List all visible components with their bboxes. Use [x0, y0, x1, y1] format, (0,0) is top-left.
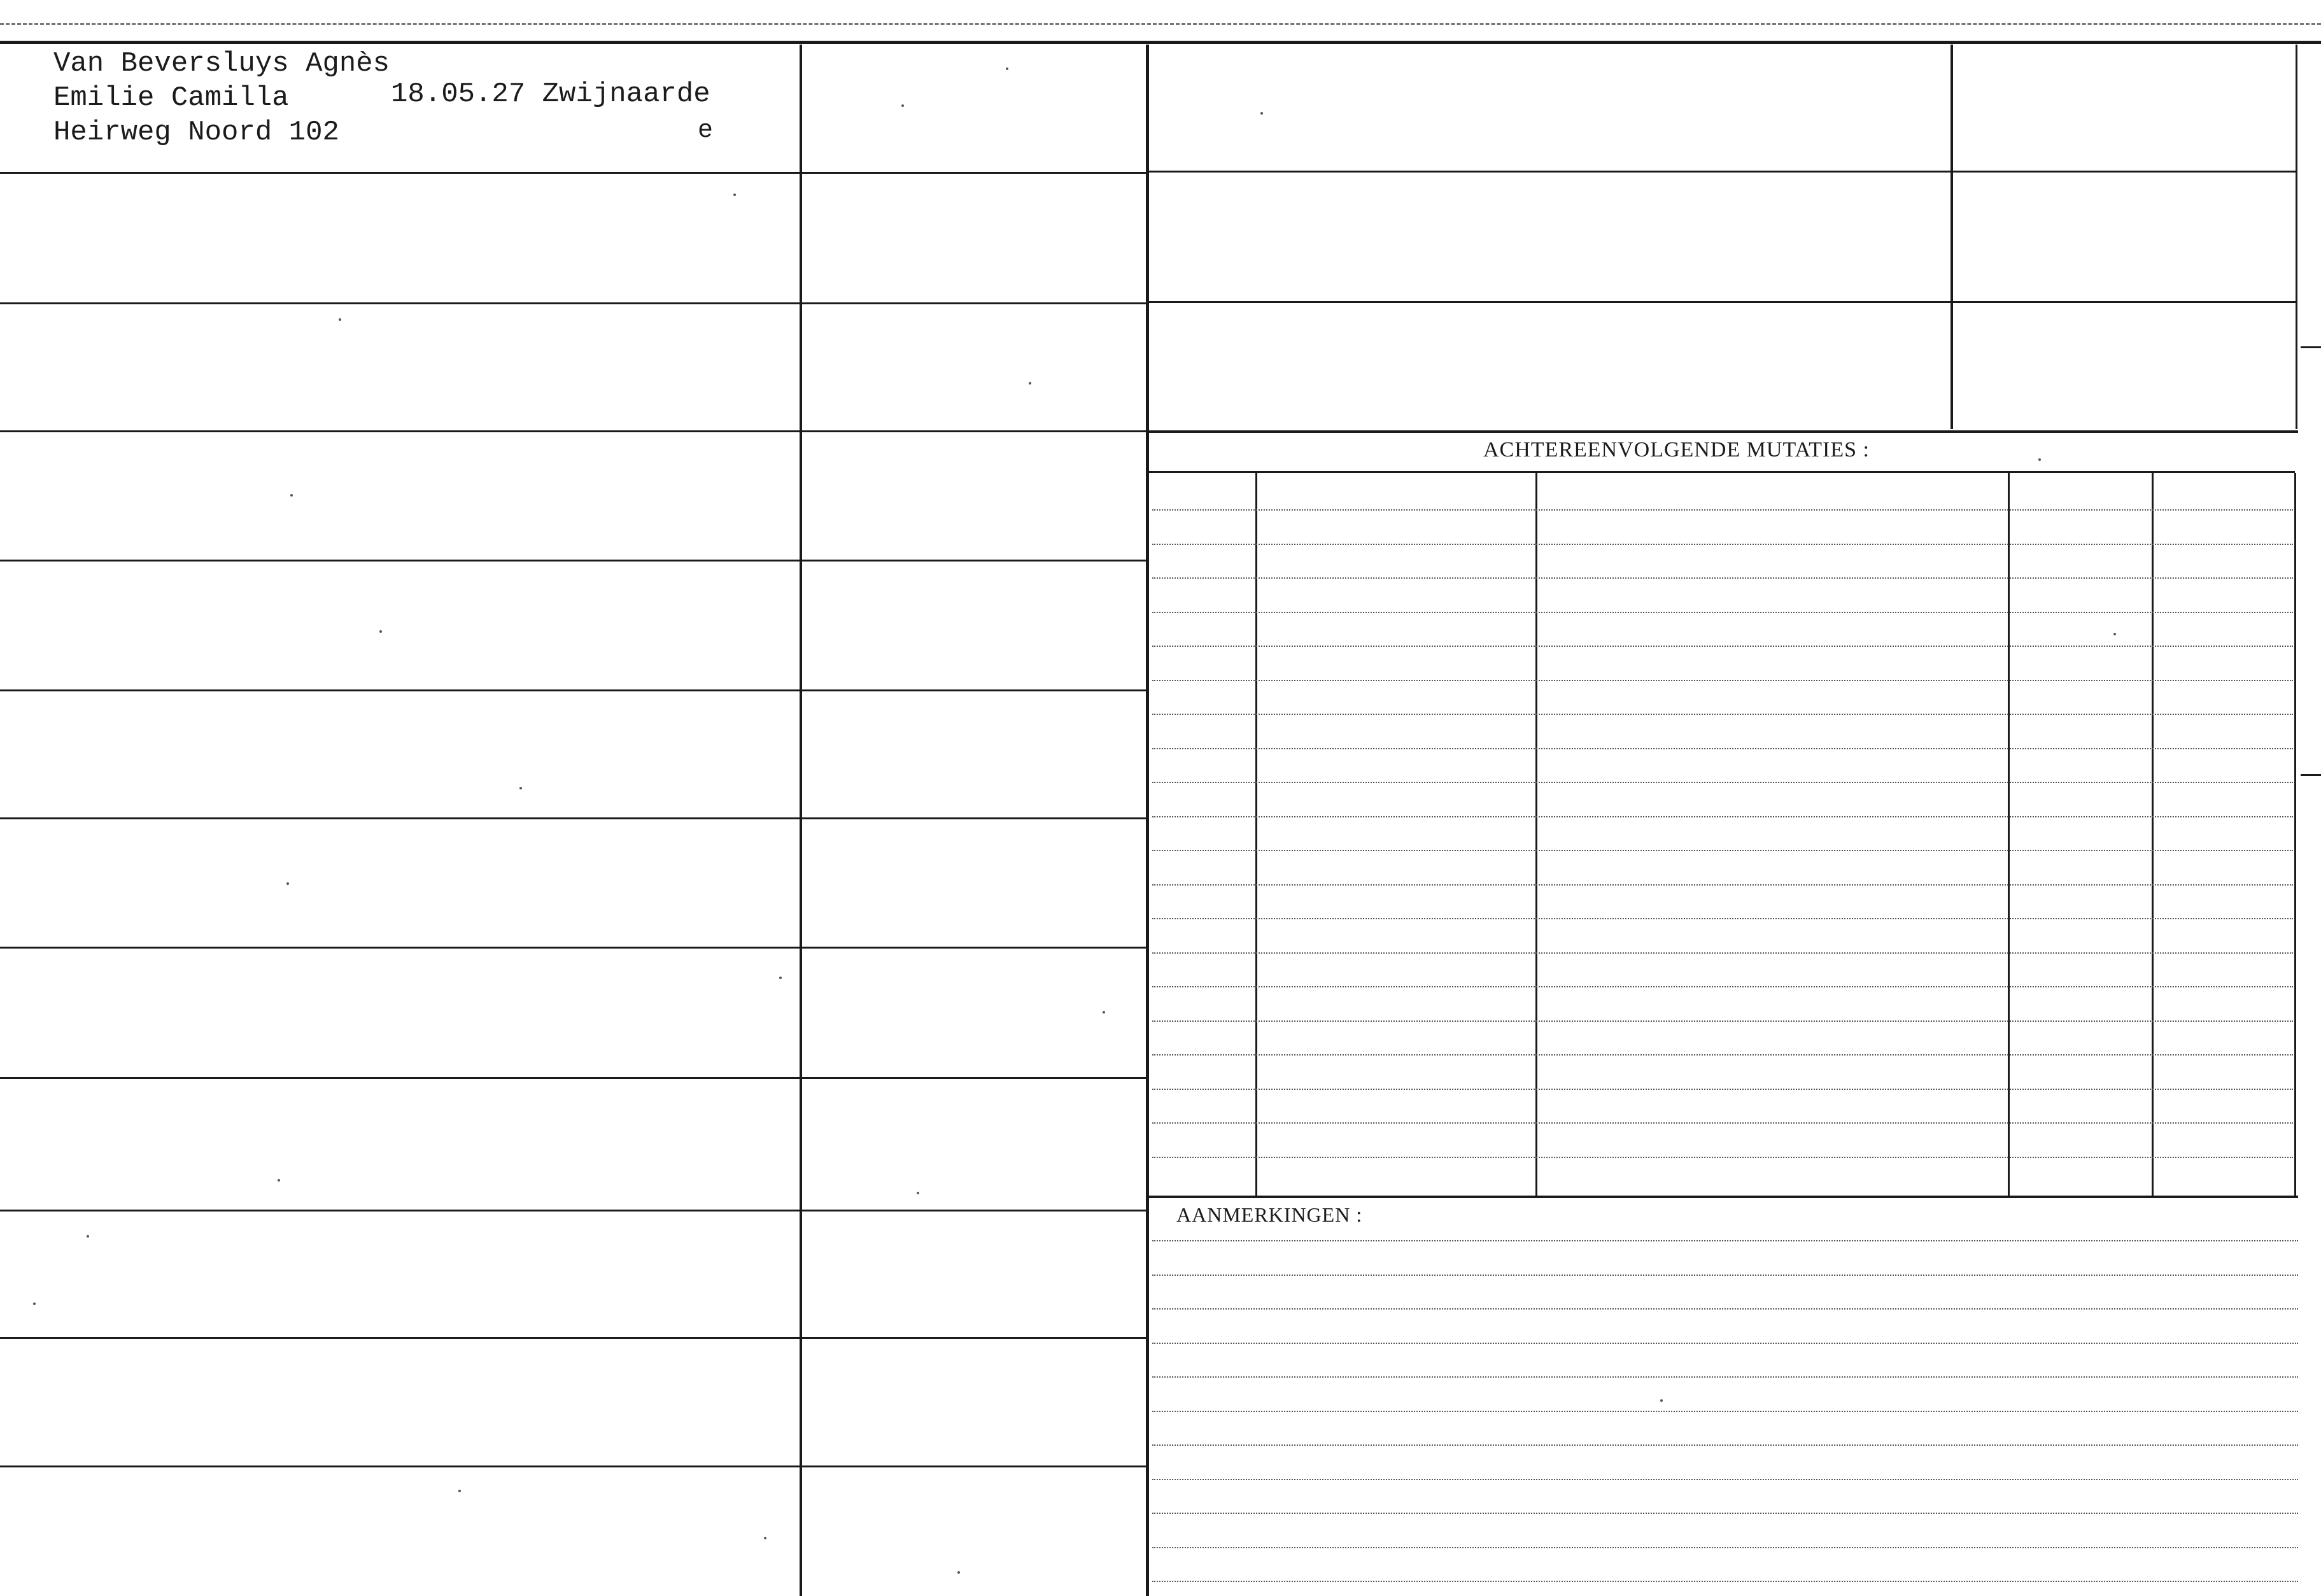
- mutations-col-divider-4: [2152, 473, 2154, 1196]
- left-row-line-4: [0, 560, 1146, 561]
- mutations-ruled-line: [1152, 782, 2293, 783]
- center-column-divider: [1146, 45, 1149, 1596]
- scan-speck: [1029, 382, 1031, 385]
- right-row-line-2: [1149, 301, 2296, 303]
- remarks-heading: AANMERKINGEN :: [1176, 1203, 1363, 1226]
- record-address: Heirweg Noord 102: [53, 117, 339, 148]
- scan-speck: [1660, 1399, 1663, 1402]
- mutations-ruled-line: [1152, 509, 2293, 511]
- scan-speck: [901, 104, 904, 107]
- mutations-ruled-line: [1152, 1020, 2293, 1022]
- scan-speck: [379, 630, 382, 633]
- scan-speck: [764, 1537, 766, 1539]
- card-top-edge-scan: [0, 23, 2321, 25]
- scan-speck: [458, 1490, 461, 1492]
- remarks-ruled-line: [1152, 1547, 2298, 1548]
- mutations-ruled-line: [1152, 1122, 2293, 1124]
- remarks-ruled-line: [1152, 1444, 2298, 1446]
- record-firstnames: Emilie Camilla: [53, 82, 289, 114]
- left-row-line-11: [0, 1465, 1146, 1467]
- left-row-line-3: [0, 430, 1146, 432]
- left-row-line-5: [0, 689, 1146, 691]
- record-address-tail: e: [698, 117, 714, 145]
- scan-speck: [87, 1235, 89, 1238]
- mutations-ruled-line: [1152, 612, 2293, 613]
- mutations-ruled-line: [1152, 714, 2293, 715]
- scan-speck: [1006, 67, 1008, 70]
- scan-speck: [1260, 112, 1263, 115]
- scan-speck: [957, 1571, 960, 1574]
- mutations-table-right: [2294, 473, 2296, 1196]
- left-row-line-8: [0, 1077, 1146, 1079]
- left-row-line-2: [0, 302, 1146, 304]
- mutations-ruled-line: [1152, 986, 2293, 987]
- scan-speck: [2038, 458, 2041, 461]
- card-top-border: [0, 41, 2321, 44]
- mutations-heading: ACHTEREENVOLGENDE MUTATIES :: [1483, 438, 1870, 462]
- left-row-line-7: [0, 947, 1146, 949]
- mutations-col-divider-1: [1255, 473, 1257, 1196]
- mutations-ruled-line: [1152, 1054, 2293, 1056]
- mutations-table-top: [1149, 471, 2295, 473]
- left-row-line-9: [0, 1210, 1146, 1211]
- scan-speck: [339, 318, 341, 321]
- right-row-line-3: [1149, 430, 2298, 433]
- remarks-ruled-line: [1152, 1308, 2298, 1310]
- record-birth-date-place: 18.05.27 Zwijnaarde: [391, 78, 710, 110]
- scan-speck: [2113, 633, 2116, 635]
- remarks-ruled-line: [1152, 1343, 2298, 1344]
- mutations-ruled-line: [1152, 1157, 2293, 1158]
- mutations-ruled-line: [1152, 918, 2293, 919]
- remarks-ruled-line: [1152, 1513, 2298, 1514]
- right-upper-divider: [1951, 45, 1953, 429]
- mutations-table-bottom: [1149, 1196, 2298, 1198]
- scan-speck: [290, 494, 293, 497]
- left-row-line-1: [0, 172, 1146, 174]
- right-row-line-1: [1149, 171, 2296, 173]
- edge-tick-lower: [2301, 774, 2321, 776]
- left-row-line-6: [0, 817, 1146, 819]
- mutations-ruled-line: [1152, 850, 2293, 851]
- remarks-ruled-line: [1152, 1275, 2298, 1276]
- remarks-ruled-line: [1152, 1581, 2298, 1582]
- scan-speck: [33, 1303, 36, 1305]
- mutations-ruled-line: [1152, 544, 2293, 545]
- scan-speck: [286, 882, 289, 885]
- mutations-col-divider-2: [1535, 473, 1537, 1196]
- scan-speck: [278, 1179, 280, 1182]
- mutations-ruled-line: [1152, 748, 2293, 749]
- right-outer-edge: [2296, 45, 2297, 429]
- scan-speck: [779, 977, 782, 979]
- mutations-col-divider-3: [2008, 473, 2010, 1196]
- left-row-line-10: [0, 1337, 1146, 1339]
- left-column-divider: [800, 45, 802, 1596]
- scan-speck: [1103, 1011, 1105, 1013]
- edge-tick-upper: [2301, 346, 2321, 348]
- scan-speck: [519, 787, 522, 789]
- remarks-ruled-line: [1152, 1376, 2298, 1378]
- remarks-ruled-line: [1152, 1411, 2298, 1412]
- mutations-ruled-line: [1152, 816, 2293, 817]
- mutations-ruled-line: [1152, 884, 2293, 886]
- mutations-ruled-line: [1152, 1089, 2293, 1090]
- remarks-ruled-line: [1152, 1240, 2298, 1241]
- mutations-ruled-line: [1152, 680, 2293, 681]
- mutations-ruled-line: [1152, 577, 2293, 579]
- scan-speck: [917, 1192, 919, 1194]
- mutations-ruled-line: [1152, 952, 2293, 954]
- remarks-ruled-line: [1152, 1479, 2298, 1480]
- record-surname-line: Van Beversluys Agnès: [53, 48, 390, 80]
- mutations-ruled-line: [1152, 646, 2293, 647]
- scan-speck: [733, 194, 736, 196]
